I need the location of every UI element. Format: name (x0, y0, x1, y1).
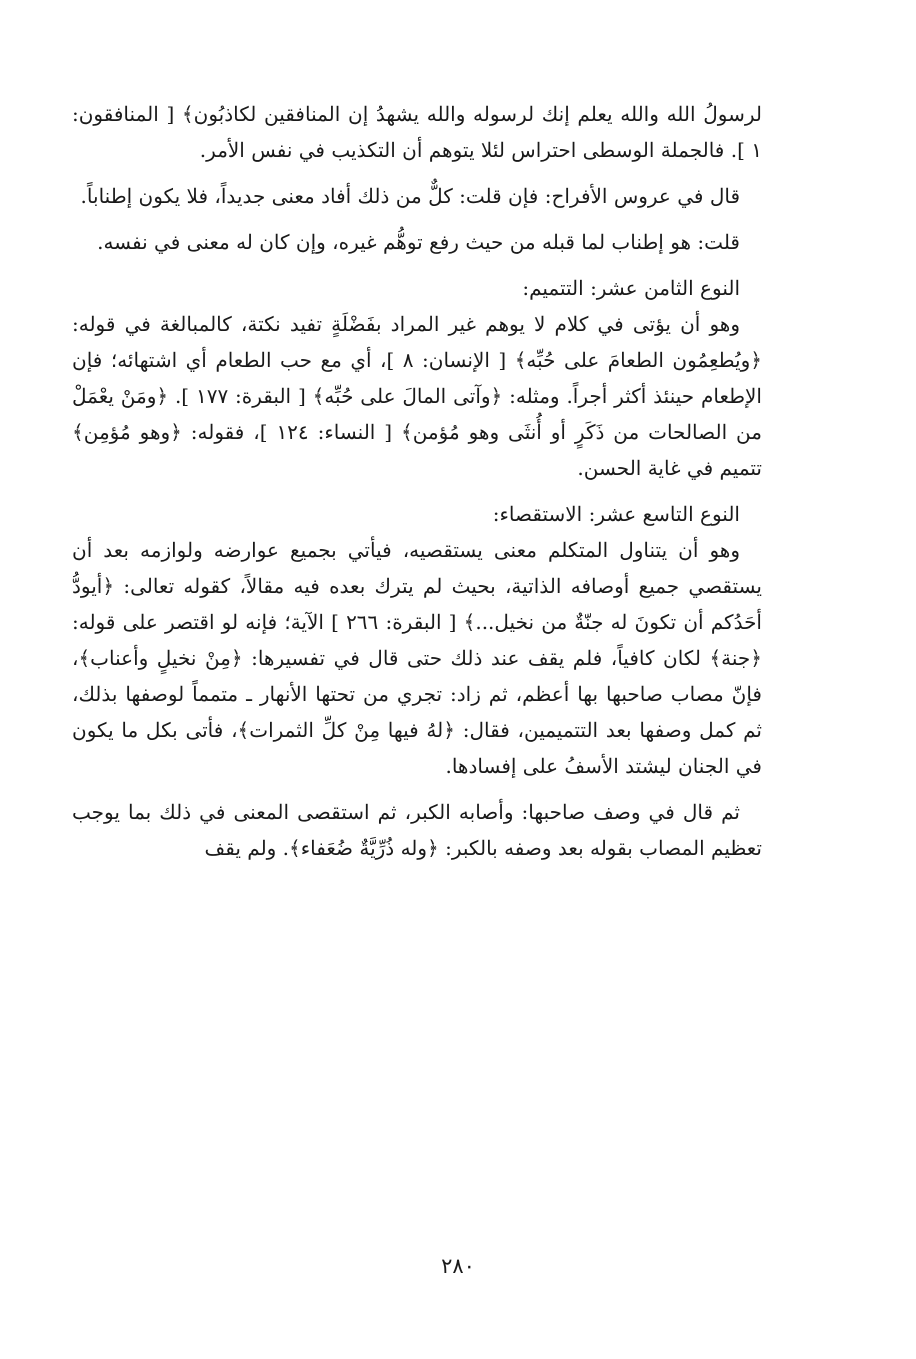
section-body: وهو أن يتناول المتكلم معنى يستقصيه، فيأتي بجميع عوارضه ولوازمه بعد أن يستقصي جميع أوصافه الذاتية، بحيث لم يترك بعده فيه مقالاً، كقوله تعالى: ﴿أيودُّ أحَدُكم أن تكونَ له جنّةٌ من نخيل...﴾ [ البقرة: ٢٦٦ ] الآية؛ فإنه لو اقتصر على قوله: ﴿جنة﴾ لكان كافياً، فلم يقف عند ذلك حتى قال في تفسيرها: ﴿مِنْ نخيلٍ وأعناب﴾، فإنّ مصاب صاحبها بها أعظم، ثم زاد: تجري من تحتها الأنهار ـ متمماً لوصفها بذلك، ثم كمل وصفها بعد التتميمين، فقال: ﴿لهُ فيها مِنْ كلِّ الثمرات﴾، فأتى بكل ما يكون في الجنان ليشتد الأسفُ على إفسادها. (72, 538, 762, 778)
paragraph: ثم قال في وصف صاحبها: وأصابه الكبر، ثم استقصى المعنى في ذلك بما يوجب تعظيم المصاب بقوله بعد وصفه بالكبر: ﴿وله ذُرِّيَّةٌ ضُعَفاء﴾. ولم يقف (72, 800, 762, 860)
section-body: وهو أن يؤتى في كلام لا يوهم غير المراد بفَضْلَةٍ تفيد نكتة، كالمبالغة في قوله: ﴿ويُطعِمُون الطعامَ على حُبِّه﴾ [ الإنسان: ٨ ]، أي مع حب الطعام أي اشتهائه؛ فإن الإطعام حينئذ أكثر أجراً. ومثله: ﴿وآتى المالَ على حُبِّه﴾ [ البقرة: ١٧٧ ]. ﴿ومَنْ يعْمَلْ من الصالحات من ذَكَرٍ أو أُنثَى وهو مُؤمن﴾ [ النساء: ١٢٤ ]، فقوله: ﴿وهو مُؤمِن﴾ تتميم في غاية الحسن. (72, 312, 763, 480)
section-heading: النوع الثامن عشر: التتميم: (522, 276, 740, 300)
paragraph: لرسولُ الله والله يعلم إنك لرسوله والله يشهدُ إن المنافقين لكاذبُون﴾ [ المنافقون: ١ ]. فالجملة الوسطى احتراس لئلا يتوهم أن التكذيب في نفس الأمر. (72, 102, 762, 162)
paragraph: قلت: هو إطناب لما قبله من حيث رفع توهُّم غيره، وإن كان له معنى في نفسه. (97, 230, 740, 254)
section-heading: النوع التاسع عشر: الاستقصاء: (492, 502, 740, 526)
page-body (72, 96, 762, 876)
paragraph: قال في عروس الأفراح: فإن قلت: كلٌّ من ذلك أفاد معنى جديداً، فلا يكون إطناباً. (80, 184, 740, 208)
page-number: ٢٨٠ (441, 1254, 475, 1278)
